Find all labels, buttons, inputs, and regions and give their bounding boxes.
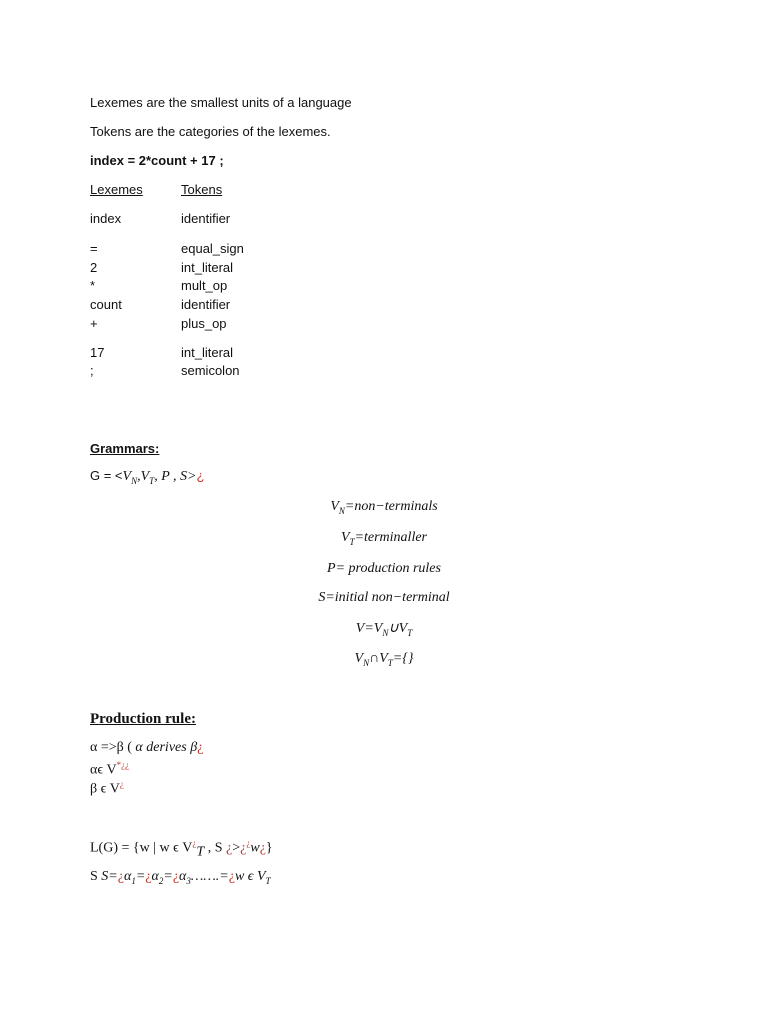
lexeme-cell: = — [90, 241, 98, 256]
lexeme-cell: + — [90, 316, 98, 331]
grammar-definition: $G = <V_N,V_T$, P , S>¿ — [90, 468, 205, 486]
token-cell: int_literal — [181, 260, 234, 275]
token-cell: identifier — [181, 211, 231, 226]
grammars-heading: Grammars: — [90, 441, 160, 456]
lexeme-cell: count — [90, 297, 122, 312]
p-definition: P= production rules — [327, 561, 441, 576]
vt-definition: $V_T=terminaller$ — [340, 530, 428, 547]
production-line-1: α =>β ( α derives β¿ — [90, 740, 204, 755]
lexeme-cell: ; — [90, 363, 94, 378]
lexeme-cell: 2 — [90, 260, 98, 275]
lexeme-cell: * — [90, 278, 96, 293]
token-cell: semicolon — [181, 363, 240, 378]
intro-line-1: Lexemes are the smallest units of a language — [90, 95, 352, 110]
lexeme-cell: 17 — [90, 345, 105, 360]
production-rule-heading: Production rule: — [90, 711, 196, 727]
production-line-3: β ϵ V¿ — [90, 779, 124, 797]
v-intersection-definition: $V_N\cap V_T=\{\}$ — [354, 651, 414, 668]
lexeme-cell: index — [90, 211, 122, 226]
intro-line-2: Tokens are the categories of the lexemes. — [90, 124, 331, 139]
example-statement: index = 2*count + 17 ; — [90, 153, 224, 168]
v-union-definition: $V=V_N\cup V_T$ — [355, 621, 413, 638]
vn-definition: $V_N=non-terminals$ — [330, 499, 438, 516]
s-definition: S=initial non−terminal — [318, 590, 450, 605]
token-cell: plus_op — [181, 316, 227, 331]
language-definition: L(G) = {w | w ϵ $V^¿_T$ , S ¿>¿¿w¿} — [90, 838, 273, 860]
token-cell: mult_op — [181, 278, 228, 293]
token-cell: equal_sign — [181, 241, 244, 256]
derivation-sequence: S $S=¿\alpha_1=¿\alpha_2=¿\alpha_3\dots\dots.=¿w$ ϵ $V_T$ — [90, 869, 271, 886]
tokens-header: Tokens — [181, 182, 223, 197]
token-cell: int_literal — [181, 345, 234, 360]
lexemes-header: Lexemes — [90, 182, 143, 197]
token-cell: identifier — [181, 297, 231, 312]
production-line-2: αϵ V*¿¿ — [90, 760, 130, 778]
